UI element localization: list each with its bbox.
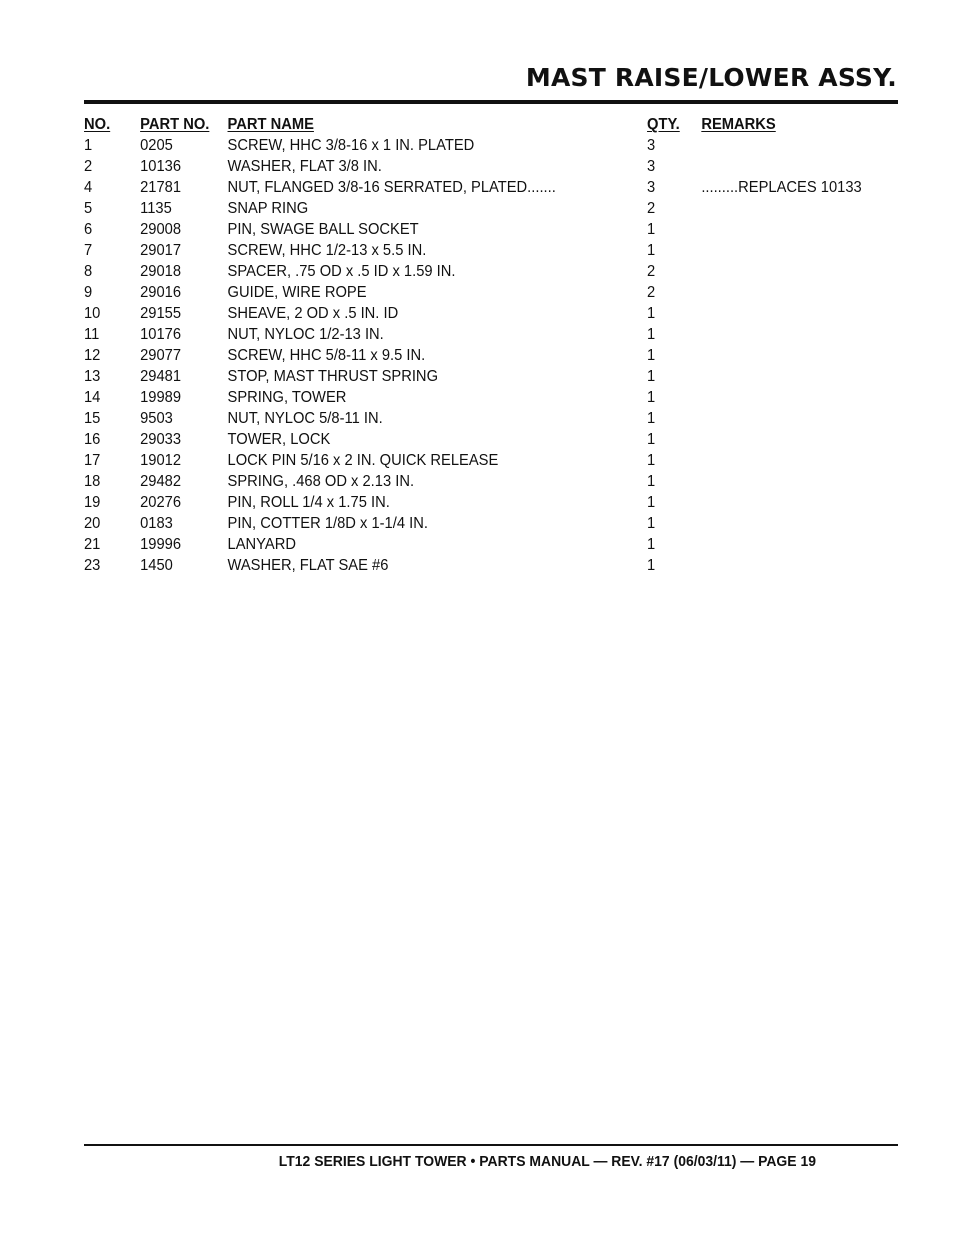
row-qty: 1	[647, 368, 656, 385]
row-part-no: 19989	[140, 389, 182, 406]
row-part-no: 9503	[140, 410, 173, 427]
row-part-no: 29482	[140, 473, 182, 490]
row-part-no: 29018	[140, 263, 182, 280]
header-remarks: REMARKS	[701, 116, 776, 133]
row-no: 6	[84, 221, 93, 238]
row-no: 8	[84, 263, 93, 280]
row-part-name: SPACER, .75 OD x .5 ID x 1.59 IN.	[227, 263, 456, 280]
table-row	[84, 555, 820, 576]
row-part-name: SCREW, HHC 5/8-11 x 9.5 IN.	[227, 347, 426, 364]
row-part-name: SNAP RING	[227, 200, 309, 217]
table-row	[84, 282, 820, 303]
row-no: 16	[84, 431, 101, 448]
page-footer	[37, 1153, 924, 1170]
row-no: 7	[84, 242, 93, 259]
table-row	[84, 240, 820, 261]
table-row	[84, 219, 820, 240]
table-row	[84, 534, 820, 555]
row-part-no: 19996	[140, 536, 182, 553]
row-part-name: PIN, SWAGE BALL SOCKET	[227, 221, 419, 238]
table-row	[84, 408, 820, 429]
table-row	[84, 429, 820, 450]
row-part-name: SPRING, .468 OD x 2.13 IN.	[227, 473, 415, 490]
row-part-name: LANYARD	[227, 536, 296, 553]
table-row	[84, 492, 820, 513]
row-qty: 1	[647, 494, 656, 511]
row-no: 12	[84, 347, 101, 364]
table-row	[84, 303, 820, 324]
row-part-name: STOP, MAST THRUST SPRING	[227, 368, 439, 385]
row-qty: 3	[647, 179, 656, 196]
row-part-no: 0183	[140, 515, 173, 532]
row-part-no: 29077	[140, 347, 182, 364]
row-part-name: NUT, NYLOC 1/2-13 IN.	[227, 326, 384, 343]
table-row	[84, 366, 820, 387]
footer-divider	[84, 1144, 898, 1146]
row-qty: 1	[647, 557, 656, 574]
row-no: 2	[84, 158, 93, 175]
row-no: 20	[84, 515, 101, 532]
row-no: 13	[84, 368, 101, 385]
table-row	[84, 345, 820, 366]
page-title: MAST RAISE/LOWER ASSY.	[525, 63, 897, 92]
row-part-no: 21781	[140, 179, 182, 196]
row-part-name: NUT, NYLOC 5/8-11 IN.	[227, 410, 383, 427]
row-part-name: SPRING, TOWER	[227, 389, 347, 406]
row-qty: 2	[647, 263, 656, 280]
row-part-name: LOCK PIN 5/16 x 2 IN. QUICK RELEASE	[227, 452, 499, 469]
row-no: 18	[84, 473, 101, 490]
row-qty: 1	[647, 515, 656, 532]
parts-table	[84, 114, 862, 576]
table-row	[84, 261, 820, 282]
row-part-name: WASHER, FLAT SAE #6	[227, 557, 389, 574]
row-part-name: SCREW, HHC 1/2-13 x 5.5 IN.	[227, 242, 427, 259]
table-row	[84, 513, 820, 534]
table-row	[84, 387, 820, 408]
table-row	[84, 135, 820, 156]
row-part-no: 29033	[140, 431, 182, 448]
row-qty: 1	[647, 410, 656, 427]
row-qty: 1	[647, 389, 656, 406]
row-no: 5	[84, 200, 93, 217]
row-part-name: GUIDE, WIRE ROPE	[227, 284, 367, 301]
row-part-no: 20276	[140, 494, 182, 511]
row-part-name: TOWER, LOCK	[227, 431, 331, 448]
row-qty: 1	[647, 242, 656, 259]
row-part-no: 10176	[140, 326, 182, 343]
row-no: 1	[84, 137, 93, 154]
table-header	[84, 114, 820, 135]
row-part-no: 29155	[140, 305, 182, 322]
row-no: 21	[84, 536, 101, 553]
row-qty: 3	[647, 137, 656, 154]
row-no: 23	[84, 557, 101, 574]
row-remarks: .........REPLACES 10133	[701, 179, 862, 196]
row-qty: 2	[647, 200, 656, 217]
row-no: 14	[84, 389, 101, 406]
title-divider	[84, 100, 898, 104]
table-row	[84, 198, 820, 219]
row-qty: 1	[647, 305, 656, 322]
row-no: 10	[84, 305, 101, 322]
row-qty: 1	[647, 452, 656, 469]
row-no: 4	[84, 179, 93, 196]
row-part-name: WASHER, FLAT 3/8 IN.	[227, 158, 382, 175]
table-body	[84, 135, 862, 576]
row-part-no: 29016	[140, 284, 182, 301]
header-part-no: PART NO.	[140, 116, 210, 133]
table-row	[84, 450, 820, 471]
row-no: 15	[84, 410, 101, 427]
row-qty: 1	[647, 326, 656, 343]
row-part-no: 19012	[140, 452, 182, 469]
row-no: 17	[84, 452, 101, 469]
header-qty: QTY.	[647, 116, 680, 133]
table-row	[84, 177, 862, 198]
row-part-name: SCREW, HHC 3/8-16 x 1 IN. PLATED	[227, 137, 475, 154]
row-part-name: PIN, COTTER 1/8D x 1-1/4 IN.	[227, 515, 428, 532]
row-part-no: 29008	[140, 221, 182, 238]
row-qty: 1	[647, 473, 656, 490]
row-qty: 3	[647, 158, 656, 175]
row-qty: 1	[647, 347, 656, 364]
header-part-name: PART NAME	[227, 116, 314, 133]
row-part-name: NUT, FLANGED 3/8-16 SERRATED, PLATED.......	[227, 179, 556, 196]
row-qty: 1	[647, 431, 656, 448]
row-no: 9	[84, 284, 93, 301]
row-qty: 2	[647, 284, 656, 301]
row-part-no: 29017	[140, 242, 182, 259]
row-no: 19	[84, 494, 101, 511]
row-no: 11	[84, 326, 100, 343]
table-row	[84, 324, 820, 345]
row-part-name: SHEAVE, 2 OD x .5 IN. ID	[227, 305, 399, 322]
row-qty: 1	[647, 221, 656, 238]
row-part-no: 1450	[140, 557, 173, 574]
row-part-no: 10136	[140, 158, 182, 175]
table-row	[84, 156, 820, 177]
row-part-no: 0205	[140, 137, 173, 154]
table-row	[84, 471, 820, 492]
header-no: NO.	[84, 116, 111, 133]
footer-label: LT12 SERIES LIGHT TOWER • PARTS MANUAL — REV. #17 (06/03/11) — PAGE 19	[278, 1153, 816, 1170]
row-qty: 1	[647, 536, 656, 553]
row-part-no: 1135	[140, 200, 172, 217]
row-part-name: PIN, ROLL 1/4 x 1.75 IN.	[227, 494, 390, 511]
row-part-no: 29481	[140, 368, 182, 385]
